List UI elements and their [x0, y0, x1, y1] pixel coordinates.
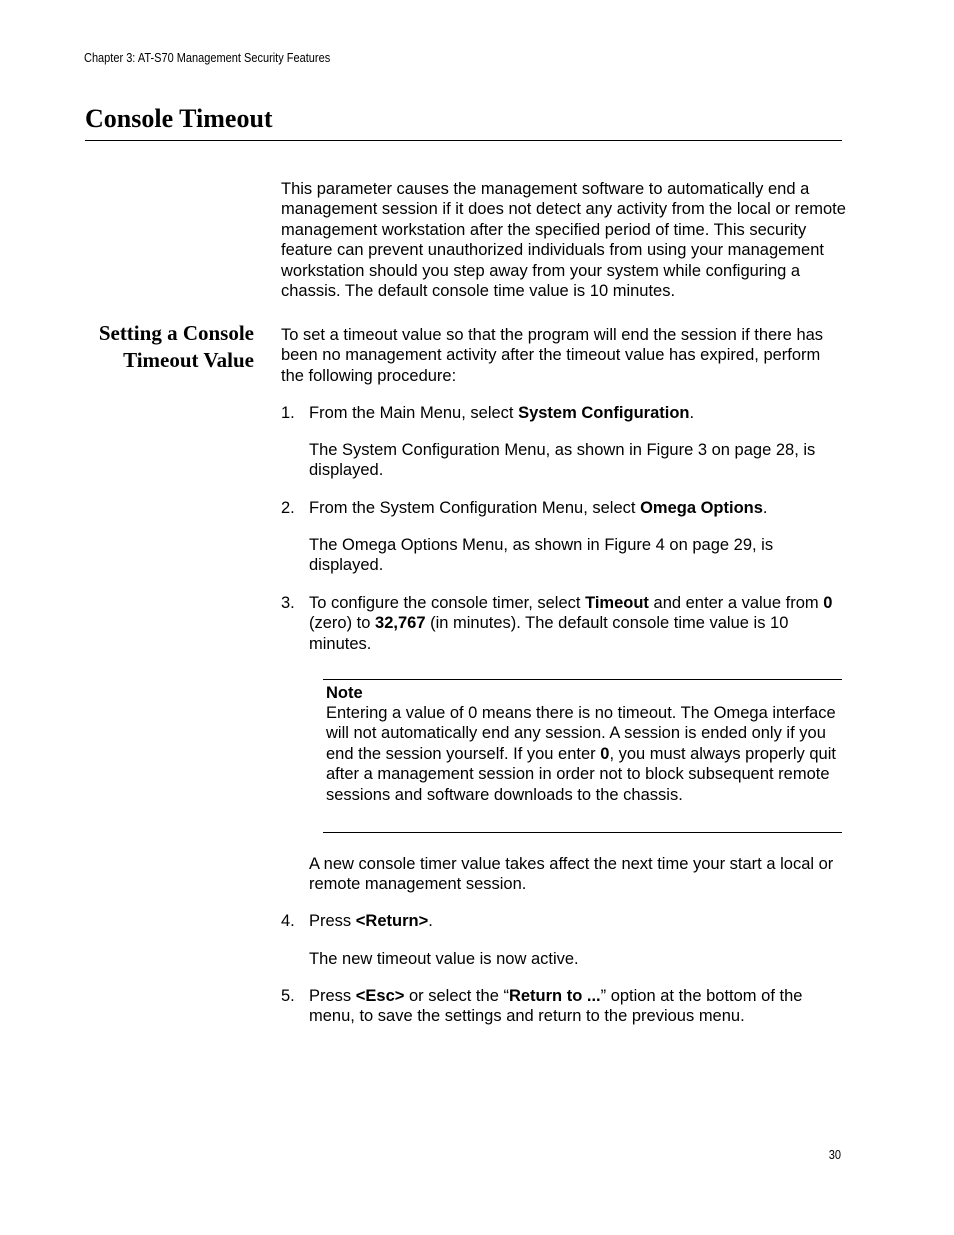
subheading-line-2: Timeout Value	[123, 348, 254, 372]
step-text: To configure the console timer, select Timeout and enter a value from 0 (zero) to 32,767 (in minutes). The default console time value is 10 minutes.	[309, 594, 833, 653]
subheading	[60, 320, 254, 374]
page-number: 30	[828, 1148, 841, 1162]
step-number: 3.	[281, 594, 295, 612]
step-result: The Omega Options Menu, as shown in Figure 4 on page 29, is displayed.	[309, 536, 774, 575]
title-rule	[85, 140, 842, 141]
note-label: Note	[326, 684, 363, 702]
running-header: Chapter 3: AT-S70 Management Security Features	[84, 51, 331, 65]
procedure-intro: To set a timeout value so that the program will end the session if there has been no management activity after the timeout value has expired, perform the following procedure:	[281, 326, 824, 385]
step-number: 1.	[281, 404, 295, 422]
step-result: The System Configuration Menu, as shown in Figure 3 on page 28, is displayed.	[309, 441, 816, 480]
step-number: 4.	[281, 912, 295, 930]
intro-paragraph: This parameter causes the management software to automatically end a management session if it does not detect any activity from the local or remote management workstation after the specified period of time. This security feature can prevent unauthorized individuals from using your management workstation should you step away from your system while configuring a chassis. The default console time value is 10 minutes.	[281, 180, 846, 301]
step-result: The new timeout value is now active.	[309, 950, 579, 968]
step-text: From the Main Menu, select System Configuration.	[309, 404, 695, 422]
step-number: 2.	[281, 499, 295, 517]
step-result: A new console timer value takes affect the next time your start a local or remote management session.	[309, 855, 834, 894]
note-body: Entering a value of 0 means there is no timeout. The Omega interface will not automatically end any session. A session is ended only if you end the session yourself. If you enter 0, you must always properly quit after a management session in order not to block subsequent remote sessions and software downloads to the chassis.	[326, 704, 836, 804]
step-text: Press <Return>.	[309, 912, 433, 930]
section-title: Console Timeout	[85, 104, 273, 133]
step-text: From the System Configuration Menu, select Omega Options.	[309, 499, 768, 517]
step-number: 5.	[281, 987, 295, 1005]
step-text: Press <Esc> or select the “Return to ...” option at the bottom of the menu, to save the settings and return to the previous menu.	[309, 987, 803, 1026]
note-box	[323, 679, 842, 833]
subheading-line-1: Setting a Console	[98, 321, 254, 345]
